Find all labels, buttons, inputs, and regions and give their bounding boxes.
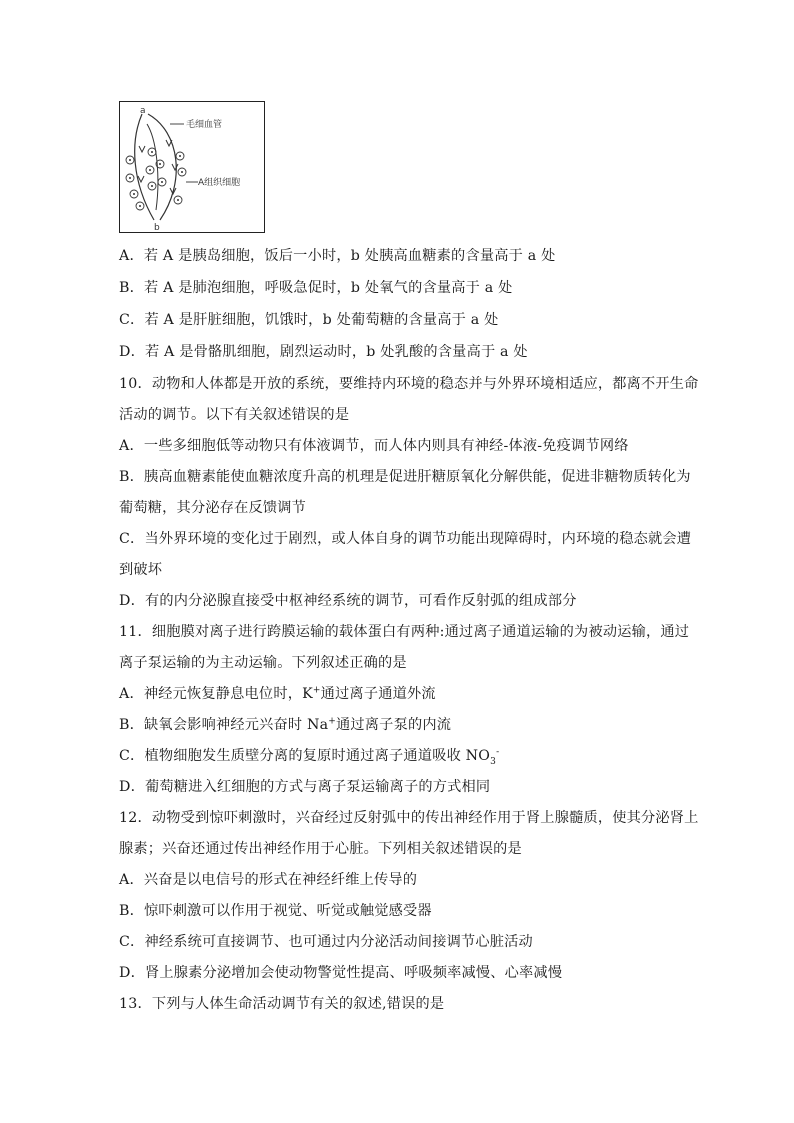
q9-option-c: C．若 A 是肝脏细胞，饥饿时，b 处葡萄糖的含量高于 a 处 (119, 312, 499, 328)
flow-arrow-icon (138, 176, 144, 182)
q11-option-a: A．神经元恢复静息电位时，K+通过离子通道外流 (119, 685, 436, 702)
q11-stem: 11．细胞膜对离子进行跨膜运输的载体蛋白有两种:通过离子通道运输的为被动运输，通过 (119, 624, 690, 640)
q12-option-b: B．惊吓刺激可以作用于视觉、听觉或触觉感受器 (119, 903, 432, 919)
q12-option-a: A．兴奋是以电信号的形式在神经纤维上传导的 (119, 872, 418, 888)
flow-arrow-icon (139, 146, 145, 152)
q10-option-b: B．胰高血糖素能使血糖浓度升高的机理是促进肝糖原氧化分解供能，促进非糖物质转化为 (119, 469, 691, 485)
q9-option-a: A．若 A 是胰岛细胞，饭后一小时，b 处胰高血糖素的含量高于 a 处 (119, 248, 556, 264)
q12-stem-cont: 腺素；兴奋还通过传出神经作用于心脏。下列相关叙述错误的是 (119, 841, 522, 857)
q9-option-d: D．若 A 是骨骼肌细胞，剧烈运动时，b 处乳酸的含量高于 a 处 (119, 344, 528, 360)
q13-stem: 13．下列与人体生命活动调节有关的叙述,错误的是 (119, 996, 445, 1012)
q10-option-b-cont: 葡萄糖，其分泌存在反馈调节 (119, 500, 307, 516)
label-a: a (140, 106, 146, 116)
flow-arrow-icon (166, 140, 172, 146)
q10-stem: 10．动物和人体都是开放的系统，要维持内环境的稳态并与外界环境相适应，都离不开生命 (119, 376, 699, 392)
q10-stem-cont: 活动的调节。以下有关叙述错误的是 (119, 407, 350, 423)
q11-option-c: C．植物细胞发生质壁分离的复原时通过离子通道吸收 $NO_3^-$ (119, 747, 500, 767)
q10-option-c-cont: 到破坏 (119, 562, 163, 578)
q11-option-b: B．缺氧会影响神经元兴奋时 Na+通过离子泵的内流 (119, 716, 452, 733)
capillary-left-wall (135, 114, 154, 220)
q11-option-d: D．葡萄糖进入红细胞的方式与离子泵运输离子的方式相同 (119, 779, 491, 795)
q9-option-b: B．若 A 是肺泡细胞，呼吸急促时，b 处氧气的含量高于 a 处 (119, 280, 513, 296)
q12-option-d: D．肾上腺素分泌增加会使动物警觉性提高、呼吸频率减慢、心率减慢 (119, 965, 563, 981)
q12-stem: 12．动物受到惊吓刺激时，兴奋经过反射弧中的传出神经作用于肾上腺髓质，使其分泌肾上 (119, 810, 699, 826)
label-tissue-cell: A组织细胞 (198, 178, 241, 188)
capillary-diagram (119, 101, 265, 233)
q10-option-c: C．当外界环境的变化过于剧烈，或人体自身的调节功能出现障碍时，内环境的稳态就会遭 (119, 531, 692, 547)
label-capillary: 毛细血管 (186, 120, 223, 130)
q10-option-a: A．一些多细胞低等动物只有体液调节，而人体内则具有神经-体液-免疫调节网络 (119, 438, 629, 454)
q10-option-d: D．有的内分泌腺直接受中枢神经系统的调节，可看作反射弧的组成部分 (119, 593, 577, 609)
flow-arrow-icon (172, 164, 178, 170)
capillary-diagram-svg (120, 102, 266, 234)
q11-stem-cont: 离子泵运输的为主动运输。下列叙述正确的是 (119, 655, 407, 671)
label-b: b (154, 223, 160, 233)
cell-nuclei (129, 151, 183, 207)
q12-option-c: C．神经系统可直接调节、也可通过内分泌活动间接调节心脏活动 (119, 934, 533, 950)
